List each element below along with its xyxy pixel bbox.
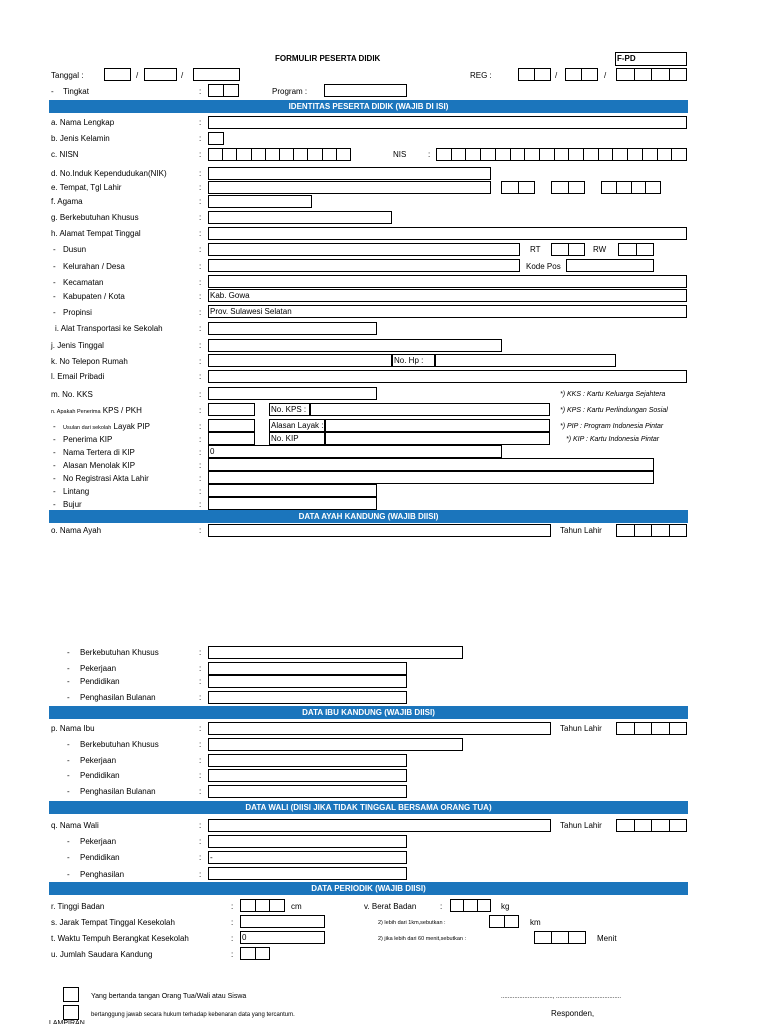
- alasan-layak-label-box: [269, 419, 325, 432]
- section-periodik: DATA PERIODIK (WAJIB DIISI): [49, 882, 688, 895]
- label-tahun-lahir-wali: Tahun Lahir: [560, 821, 602, 830]
- akta-input[interactable]: [208, 471, 654, 484]
- tahun-lahir-ayah-input[interactable]: [616, 524, 687, 537]
- usulan-big-label: Layak PIP: [113, 422, 151, 431]
- label-nisn: c. NISN: [51, 150, 79, 159]
- dash: -: [53, 422, 56, 431]
- dash: -: [53, 500, 56, 509]
- dash: -: [53, 245, 56, 254]
- nama-ibu-input[interactable]: [208, 722, 551, 735]
- nokip-label-box: [269, 432, 325, 445]
- label-ayah-berkebutuhan: Berkebutuhan Khusus: [80, 648, 159, 657]
- tingkat-input[interactable]: [208, 84, 239, 97]
- label-nis: NIS: [393, 150, 407, 159]
- colon: :: [199, 756, 202, 765]
- colon: :: [199, 837, 202, 846]
- dash: -: [67, 664, 70, 673]
- nokps-input[interactable]: [310, 403, 550, 416]
- nama-wali-input[interactable]: [208, 819, 551, 832]
- colon: :: [199, 245, 202, 254]
- tgl-lahir-month[interactable]: [551, 181, 585, 194]
- dash: -: [67, 740, 70, 749]
- wali-pendidikan-input[interactable]: [208, 851, 407, 864]
- colon: :: [199, 526, 202, 535]
- wali-pekerjaan-input[interactable]: [208, 835, 407, 848]
- usulan-small-label: Usulan dari sekolah: [63, 425, 112, 431]
- colon: :: [231, 918, 234, 927]
- reg-box-2[interactable]: [565, 68, 598, 81]
- dash: -: [53, 487, 56, 496]
- nokip-label: No. KIP: [271, 434, 299, 443]
- section-ayah: DATA AYAH KANDUNG (WAJIB DIISI): [49, 510, 688, 523]
- tingkat-label: Tingkat: [63, 87, 89, 96]
- colon: :: [199, 183, 202, 192]
- sign-statement-2: bertanggung jawab secara hukum terhadap kebenaran data yang tercantum.: [91, 1012, 295, 1018]
- label-tahun-lahir-ibu: Tahun Lahir: [560, 724, 602, 733]
- colon: :: [199, 648, 202, 657]
- tgl-lahir-day[interactable]: [501, 181, 535, 194]
- colon: :: [199, 693, 202, 702]
- waktu-value: 0: [242, 933, 247, 942]
- label-ayah-pekerjaan: Pekerjaan: [80, 664, 117, 673]
- colon: :: [199, 308, 202, 317]
- tahun-lahir-ibu-input[interactable]: [616, 722, 687, 735]
- propinsi-input[interactable]: [208, 305, 687, 318]
- label-alasan-kip: Alasan Menolak KIP: [63, 461, 136, 470]
- label-tinggi-badan: r. Tinggi Badan: [51, 902, 105, 911]
- kps-small-label: n. Apakah Penerima: [51, 409, 101, 415]
- label-dusun: Dusun: [63, 245, 87, 254]
- label-kecamatan: Kecamatan: [63, 278, 104, 287]
- label-kelurahan: Kelurahan / Desa: [63, 262, 125, 271]
- note-kps: *) KPS : Kartu Perlindungan Sosial: [560, 407, 668, 414]
- kabupaten-input[interactable]: [208, 289, 687, 302]
- label-tahun-lahir-ayah: Tahun Lahir: [560, 526, 602, 535]
- checkbox-sign-1[interactable]: [63, 987, 79, 1002]
- jarak-note: 2) lebih dari 1km,sebutkan :: [378, 920, 446, 926]
- colon: :: [199, 262, 202, 271]
- label-nik: d. No.Induk Kependudukan(NIK): [51, 169, 167, 178]
- colon: :: [199, 740, 202, 749]
- checkbox-sign-2[interactable]: [63, 1005, 79, 1020]
- saudara-input[interactable]: [240, 947, 270, 960]
- dash: -: [67, 870, 70, 879]
- ibu-penghasilan-input[interactable]: [208, 785, 407, 798]
- kelurahan-input[interactable]: [208, 259, 520, 272]
- label-tempat-tgl-lahir: e. Tempat, Tgl Lahir: [51, 183, 122, 192]
- alasan-kip-input[interactable]: [208, 458, 654, 471]
- dusun-input[interactable]: [208, 243, 520, 256]
- telepon-input[interactable]: [208, 354, 392, 367]
- label-wali-pekerjaan: Pekerjaan: [80, 837, 117, 846]
- dash: -: [53, 308, 56, 317]
- colon: :: [199, 372, 202, 381]
- nohp-label-box: [392, 354, 435, 367]
- colon: :: [199, 87, 202, 96]
- label-berkebutuhan-khusus: g. Berkebutuhan Khusus: [51, 213, 139, 222]
- colon: :: [199, 150, 202, 159]
- label-wali-penghasilan: Penghasilan: [80, 870, 125, 879]
- nohp-input[interactable]: [435, 354, 616, 367]
- colon: :: [199, 406, 202, 415]
- alasan-layak-label: Alasan Layak :: [271, 421, 324, 430]
- sign-date-dots: ..............................., .......................................: [501, 994, 622, 1000]
- jenis-kelamin-input[interactable]: [208, 132, 224, 145]
- label-ibu-penghasilan: Penghasilan Bulanan: [80, 787, 156, 796]
- tanggal-month-input[interactable]: [144, 68, 177, 81]
- label-bujur: Bujur: [63, 500, 82, 509]
- colon: :: [199, 664, 202, 673]
- label-usulan-pip: [63, 422, 150, 433]
- colon: :: [199, 357, 202, 366]
- label-ayah-penghasilan: Penghasilan Bulanan: [80, 693, 156, 702]
- label-propinsi: Propinsi: [63, 308, 92, 317]
- label-ibu-pendidikan: Pendidikan: [80, 771, 120, 780]
- colon: :: [440, 902, 443, 911]
- wali-pendidikan-value: -: [210, 853, 213, 862]
- label-email: l. Email Pribadi: [51, 372, 105, 381]
- wali-penghasilan-input[interactable]: [208, 867, 407, 880]
- ibu-berkebutuhan-input[interactable]: [208, 738, 463, 751]
- berat-badan-input[interactable]: [450, 899, 491, 912]
- reg-slash-1: /: [555, 71, 558, 80]
- colon: :: [199, 134, 202, 143]
- colon: :: [199, 213, 202, 222]
- label-kode-pos: Kode Pos: [526, 262, 561, 271]
- tanggal-label: Tanggal :: [51, 71, 84, 80]
- tgl-lahir-year[interactable]: [601, 181, 661, 194]
- nik-input[interactable]: [208, 167, 491, 180]
- rt-input[interactable]: [551, 243, 585, 256]
- colon: :: [231, 950, 234, 959]
- sign-statement-1: Yang bertanda tangan Orang Tua/Wali atau Siswa: [91, 993, 247, 1000]
- tempat-lahir-input[interactable]: [208, 181, 491, 194]
- colon: :: [199, 461, 202, 470]
- label-nama-ayah: o. Nama Ayah: [51, 526, 102, 535]
- colon: :: [199, 324, 202, 333]
- label-km: km: [530, 918, 541, 927]
- note-kip: *) KIP : Kartu Indonesia Pintar: [566, 436, 660, 443]
- colon: :: [199, 169, 202, 178]
- tingkat-dash: -: [51, 87, 54, 96]
- label-akta: No Registrasi Akta Lahir: [63, 474, 149, 483]
- label-nama-lengkap: a. Nama Lengkap: [51, 118, 115, 127]
- jarak-km-input[interactable]: [489, 915, 519, 928]
- tahun-lahir-wali-input[interactable]: [616, 819, 687, 832]
- section-wali: DATA WALI (DIISI JIKA TIDAK TINGGAL BERSAMA ORANG TUA): [49, 801, 688, 814]
- nama-lengkap-input[interactable]: [208, 116, 687, 129]
- jenis-tinggal-input[interactable]: [208, 339, 502, 352]
- nama-ayah-input[interactable]: [208, 524, 551, 537]
- colon: :: [199, 197, 202, 206]
- alasan-layak-input[interactable]: [325, 419, 550, 432]
- nokps-label-box: [269, 403, 310, 416]
- colon: :: [199, 677, 202, 686]
- dash: -: [67, 771, 70, 780]
- kecamatan-input[interactable]: [208, 275, 687, 288]
- label-agama: f. Agama: [51, 197, 83, 206]
- label-jenis-tinggal: j. Jenis Tinggal: [51, 341, 104, 350]
- agama-input[interactable]: [208, 195, 312, 208]
- bujur-input[interactable]: [208, 497, 377, 510]
- dash: -: [67, 853, 70, 862]
- dash: -: [67, 787, 70, 796]
- tanggal-slash-2: /: [181, 71, 184, 80]
- ayah-pekerjaan-input[interactable]: [208, 662, 407, 675]
- propinsi-value: Prov. Sulawesi Selatan: [210, 307, 292, 316]
- nis-input[interactable]: [436, 148, 687, 161]
- dash: -: [53, 474, 56, 483]
- ayah-pendidikan-input[interactable]: [208, 675, 407, 688]
- label-berat-badan: v. Berat Badan: [364, 902, 417, 911]
- note-kks: *) KKS : Kartu Keluarga Sejahtera: [560, 391, 666, 398]
- reg-slash-2: /: [604, 71, 607, 80]
- form-code: F-PD: [617, 54, 636, 63]
- jarak-input[interactable]: [240, 915, 325, 928]
- waktu-input[interactable]: [240, 931, 325, 944]
- label-kg: kg: [501, 902, 510, 911]
- colon: :: [199, 292, 202, 301]
- ayah-penghasilan-input[interactable]: [208, 691, 407, 704]
- kps-input[interactable]: [208, 403, 255, 416]
- reg-box-3[interactable]: [616, 68, 687, 81]
- label-kabupaten: Kabupaten / Kota: [63, 292, 125, 301]
- colon: :: [231, 934, 234, 943]
- ibu-pendidikan-input[interactable]: [208, 769, 407, 782]
- kode-pos-input[interactable]: [566, 259, 654, 272]
- tanggal-year-input[interactable]: [193, 68, 240, 81]
- kabupaten-value: Kab. Gowa: [210, 291, 250, 300]
- label-waktu: t. Waktu Tempuh Berangkat Kesekolah: [51, 934, 189, 943]
- label-lintang: Lintang: [63, 487, 90, 496]
- nohp-label: No. Hp :: [394, 356, 424, 365]
- dash: -: [67, 648, 70, 657]
- section-identitas: IDENTITAS PESERTA DIDIK (WAJIB DI ISI): [49, 100, 688, 113]
- label-telepon: k. No Telepon Rumah: [51, 357, 128, 366]
- label-alamat: h. Alamat Tempat Tinggal: [51, 229, 141, 238]
- label-wali-pendidikan: Pendidikan: [80, 853, 120, 862]
- colon: :: [199, 787, 202, 796]
- lintang-input[interactable]: [208, 484, 377, 497]
- colon: :: [199, 771, 202, 780]
- label-jarak: s. Jarak Tempat Tinggal Kesekolah: [51, 918, 175, 927]
- dash: -: [67, 677, 70, 686]
- note-pip: *) PIP : Program Indonesia Pintar: [560, 423, 664, 430]
- colon: :: [199, 118, 202, 127]
- reg-label: REG :: [470, 71, 492, 80]
- colon: :: [199, 422, 202, 431]
- usulan-pip-input[interactable]: [208, 419, 255, 432]
- email-input[interactable]: [208, 370, 687, 383]
- nokip-input[interactable]: [325, 432, 550, 445]
- rw-input[interactable]: [618, 243, 654, 256]
- label-transportasi: i. Alat Transportasi ke Sekolah: [55, 324, 163, 333]
- program-label: Program :: [272, 87, 308, 96]
- lampiran-label: LAMPIRAN: [49, 1020, 85, 1024]
- colon: :: [199, 229, 202, 238]
- alamat-input[interactable]: [208, 227, 687, 240]
- label-kps: [51, 406, 142, 417]
- tanggal-slash-1: /: [136, 71, 139, 80]
- label-cm: cm: [291, 902, 302, 911]
- colon: :: [199, 474, 202, 483]
- label-penerima-kip: Penerima KIP: [63, 435, 113, 444]
- label-nama-ibu: p. Nama Ibu: [51, 724, 95, 733]
- colon: :: [199, 870, 202, 879]
- label-kks: m. No. KKS: [51, 390, 93, 399]
- dash: -: [53, 448, 56, 457]
- nisn-input[interactable]: [208, 148, 351, 161]
- label-rw: RW: [593, 245, 607, 254]
- dash: -: [53, 292, 56, 301]
- transportasi-input[interactable]: [208, 322, 377, 335]
- colon: :: [199, 390, 202, 399]
- colon: :: [199, 500, 202, 509]
- waktu-note: 2) jika lebih dari 60 menit,sebutkan :: [378, 936, 467, 942]
- colon: :: [231, 902, 234, 911]
- ayah-berkebutuhan-input[interactable]: [208, 646, 463, 659]
- label-nama-wali: q. Nama Wali: [51, 821, 99, 830]
- nama-kip-input[interactable]: [208, 445, 502, 458]
- colon: :: [199, 341, 202, 350]
- colon: :: [199, 448, 202, 457]
- colon: :: [428, 150, 431, 159]
- program-input[interactable]: [324, 84, 407, 97]
- ibu-pekerjaan-input[interactable]: [208, 754, 407, 767]
- label-rt: RT: [530, 245, 541, 254]
- label-ayah-pendidikan: Pendidikan: [80, 677, 120, 686]
- colon: :: [199, 487, 202, 496]
- dash: -: [53, 461, 56, 470]
- dash: -: [67, 756, 70, 765]
- label-menit: Menit: [597, 934, 617, 943]
- nama-kip-value: 0: [210, 447, 215, 456]
- kps-big-label: KPS / PKH: [102, 406, 142, 415]
- colon: :: [199, 853, 202, 862]
- nokps-label: No. KPS :: [271, 405, 307, 414]
- label-nama-kip: Nama Tertera di KIP: [63, 448, 135, 457]
- form-code-box: [615, 52, 687, 66]
- section-ibu: DATA IBU KANDUNG (WAJIB DIISI): [49, 706, 688, 719]
- dash: -: [53, 435, 56, 444]
- responden-label: Responden,: [551, 1009, 595, 1018]
- label-ibu-pekerjaan: Pekerjaan: [80, 756, 117, 765]
- form-title: FORMULIR PESERTA DIDIK: [275, 54, 381, 63]
- label-ibu-berkebutuhan: Berkebutuhan Khusus: [80, 740, 159, 749]
- label-saudara: u. Jumlah Saudara Kandung: [51, 950, 153, 959]
- tanggal-day-input[interactable]: [104, 68, 131, 81]
- berkebutuhan-khusus-input[interactable]: [208, 211, 392, 224]
- dash: -: [53, 278, 56, 287]
- colon: :: [199, 435, 202, 444]
- reg-box-1[interactable]: [518, 68, 551, 81]
- label-jenis-kelamin: b. Jenis Kelamin: [51, 134, 110, 143]
- tinggi-badan-input[interactable]: [240, 899, 285, 912]
- colon: :: [199, 821, 202, 830]
- dash: -: [67, 693, 70, 702]
- penerima-kip-input[interactable]: [208, 432, 255, 445]
- dash: -: [67, 837, 70, 846]
- colon: :: [199, 724, 202, 733]
- colon: :: [199, 278, 202, 287]
- kks-input[interactable]: [208, 387, 377, 400]
- waktu-menit-input[interactable]: [534, 931, 586, 944]
- dash: -: [53, 262, 56, 271]
